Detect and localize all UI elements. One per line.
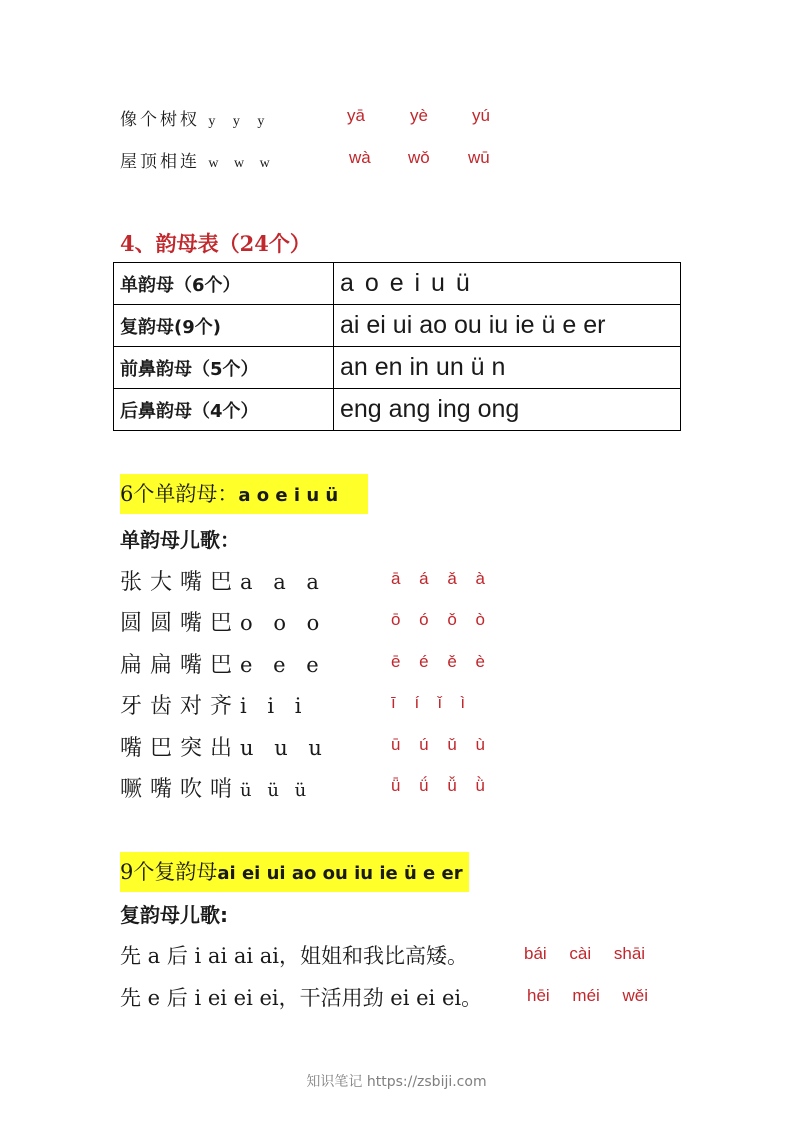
song-text: 圆圆嘴巴 (120, 611, 241, 636)
song-text: 扁扁嘴巴 (120, 653, 241, 678)
song-line (120, 689, 302, 720)
footer-watermark: 知识笔记 https://zsbiji.com (306, 1074, 487, 1090)
top-row-1 (120, 105, 264, 130)
top-row-text: 像个树杈 (120, 110, 200, 130)
row-value: an en in un ü n (334, 347, 681, 389)
song-text: 牙齿对齐 (120, 694, 241, 719)
song-text: 张大嘴巴 (120, 570, 241, 595)
row-value: ai ei ui ao ou iu ie ü e er (334, 305, 681, 347)
song-tones: ū ú ǔ ù (391, 735, 485, 754)
tone-ya: yā (347, 106, 365, 125)
section-heading: 4、韵母表（24个） (120, 231, 311, 256)
dan-song-heading: 单韵母儿歌： (120, 528, 240, 552)
song-latin: ü ü ü (240, 780, 307, 801)
song-text: 嘴巴突出 (120, 736, 241, 761)
song-tones: ō ó ǒ ò (391, 610, 485, 629)
tone-yu: yú (472, 106, 490, 125)
yunmu-table (113, 262, 681, 431)
song-line (120, 606, 319, 637)
tone-ye: yè (410, 106, 428, 125)
song-latin: o o o (240, 611, 320, 635)
fu-tones: hēi méi wěi (527, 986, 649, 1005)
fu-title (120, 852, 469, 892)
song-tones: ǖ ǘ ǚ ǜ (391, 776, 485, 795)
top-row-text: 屋顶相连 (120, 152, 200, 172)
dan-title-prefix: 6个单韵母： (120, 482, 239, 506)
song-text: 噘嘴吹哨 (120, 777, 241, 802)
song-line (120, 565, 319, 596)
fu-tones: bái cài shāi (524, 944, 646, 963)
song-line (120, 731, 322, 762)
song-latin: e e e (240, 653, 319, 677)
dan-title-letters: a o e i u ü (238, 485, 339, 506)
table-row (114, 263, 681, 305)
row-label: 单韵母（6个） (114, 263, 334, 305)
fu-line: 先 e 后 i ei ei ei，干活用劲 ei ei ei。 (120, 986, 483, 1010)
song-tones: ā á ǎ à (391, 569, 485, 588)
row-value: a o e i u ü (334, 263, 681, 305)
table-row (114, 389, 681, 431)
song-latin: a a a (240, 570, 319, 594)
row-label: 复韵母(9个) (114, 305, 334, 347)
song-tones: ē é ě è (391, 652, 485, 671)
row-value: eng ang ing ong (334, 389, 681, 431)
fu-title-letters: ai ei ui ao ou iu ie ü e er (217, 863, 463, 884)
fu-song-heading: 复韵母儿歌: (120, 903, 228, 927)
row-label: 前鼻韵母（5个） (114, 347, 334, 389)
tone-wa: wà (349, 148, 371, 167)
fu-line: 先 a 后 i ai ai ai，姐姐和我比高矮。 (120, 944, 468, 968)
song-tones: ī í ǐ ì (391, 693, 466, 712)
row-label: 后鼻韵母（4个） (114, 389, 334, 431)
top-row-latin: w w w (208, 156, 270, 171)
song-latin: u u u (240, 736, 322, 760)
tone-wo: wǒ (408, 148, 430, 167)
song-line (120, 648, 319, 679)
song-line (120, 772, 306, 803)
table-row (114, 305, 681, 347)
song-latin: i i i (240, 694, 302, 718)
dan-title (120, 474, 368, 514)
top-row-2 (120, 147, 270, 172)
table-row (114, 347, 681, 389)
fu-title-prefix: 9个复韵母 (120, 860, 218, 884)
top-row-latin: y y y (208, 114, 265, 129)
tone-wu: wū (468, 148, 490, 167)
